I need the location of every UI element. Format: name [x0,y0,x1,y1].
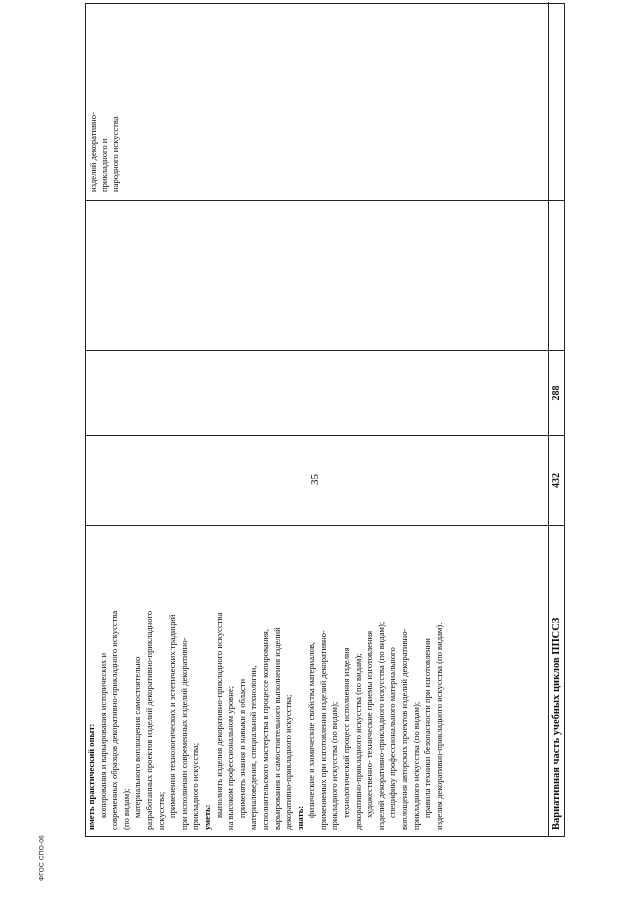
description-line: технологический процесс исполнения изделия [341,647,352,818]
description-line: исполнительского мастерства в процессе копирования, [259,628,270,830]
competency-line: прикладного и [99,138,109,192]
curriculum-table [85,3,565,837]
footer-document-code: ФГОС СПО-06 [38,835,46,881]
max-hours-column [86,436,564,526]
description-line: (по видам); [120,788,131,830]
description-line: разработанных проектов изделий декоративно-прикладного [143,610,154,830]
description-line: применять знания и навыки в области [236,678,247,818]
description-line: изделий декоративно-прикладного искусства (по видам); [375,621,386,830]
max-hours-total-cell [548,436,564,525]
description-line: применения технологических и эстетических традиций [167,614,178,818]
description-line: декоративно-прикладного искусства; [283,694,294,830]
description-line: копирования и варьирования исторических и [97,652,108,818]
description-line: материального воплощения самостоятельно [132,656,143,818]
description-line: знать: [294,805,305,830]
competency-line: народного искусства [110,116,120,192]
description-line: правила техники безопасности при изготовлении [422,638,433,818]
required-hours-column [86,351,564,436]
description-line: прикладного искусства (по видам); [329,701,340,830]
description-line: воплощения авторских проектов изделий декоративно- [399,628,410,830]
competency-column [86,2,564,201]
competency-total-cell [548,2,564,200]
description-line: иметь практический опыт: [86,723,96,830]
required-hours-total-cell [548,351,564,435]
description-line: прикладного искусства; [190,742,201,830]
total-row [548,526,564,836]
discipline-index-column [86,201,564,351]
description-line: художественно- технические приемы изготовления [364,630,375,818]
description-line: материаловедения, специальной технологии, [248,665,259,830]
description-column [86,526,564,836]
description-text [86,526,445,836]
competency-line: изделий декоративно- [88,112,98,192]
page-number: 35 [309,474,321,485]
description-line: выполнять изделия декоративно-прикладного искусства [213,612,224,818]
description-line: применяемых при изготовлении изделий декоративно- [317,630,328,830]
discipline-index-total-cell [548,201,564,350]
description-line: варьирования и самостоятельного выполнения изделий [271,627,282,830]
max-hours-total: 432 [551,473,563,488]
description-line: искусства; [155,791,166,830]
description-line: на высоком профессиональном уровне; [225,685,236,830]
competency-text [86,2,121,200]
description-line: при исполнении современных изделий декоративно- [178,637,189,830]
description-line: декоративно-прикладного искусства (по видам); [352,653,363,830]
description-line: современных образцов декоративно-прикладного искусства [109,610,120,830]
description-line: прикладного искусства (по видам); [410,701,421,830]
description-line: специфику профессионального материального [387,647,398,818]
total-row-label: Вариативная часть учебных циклов ППССЗ [551,617,563,830]
description-line: физические и химические свойства материалов, [306,642,317,818]
required-hours-total: 288 [551,385,563,401]
description-line: изделия декоративно-прикладного искусства (по видам). [433,622,444,830]
description-line: уметь: [201,804,212,830]
